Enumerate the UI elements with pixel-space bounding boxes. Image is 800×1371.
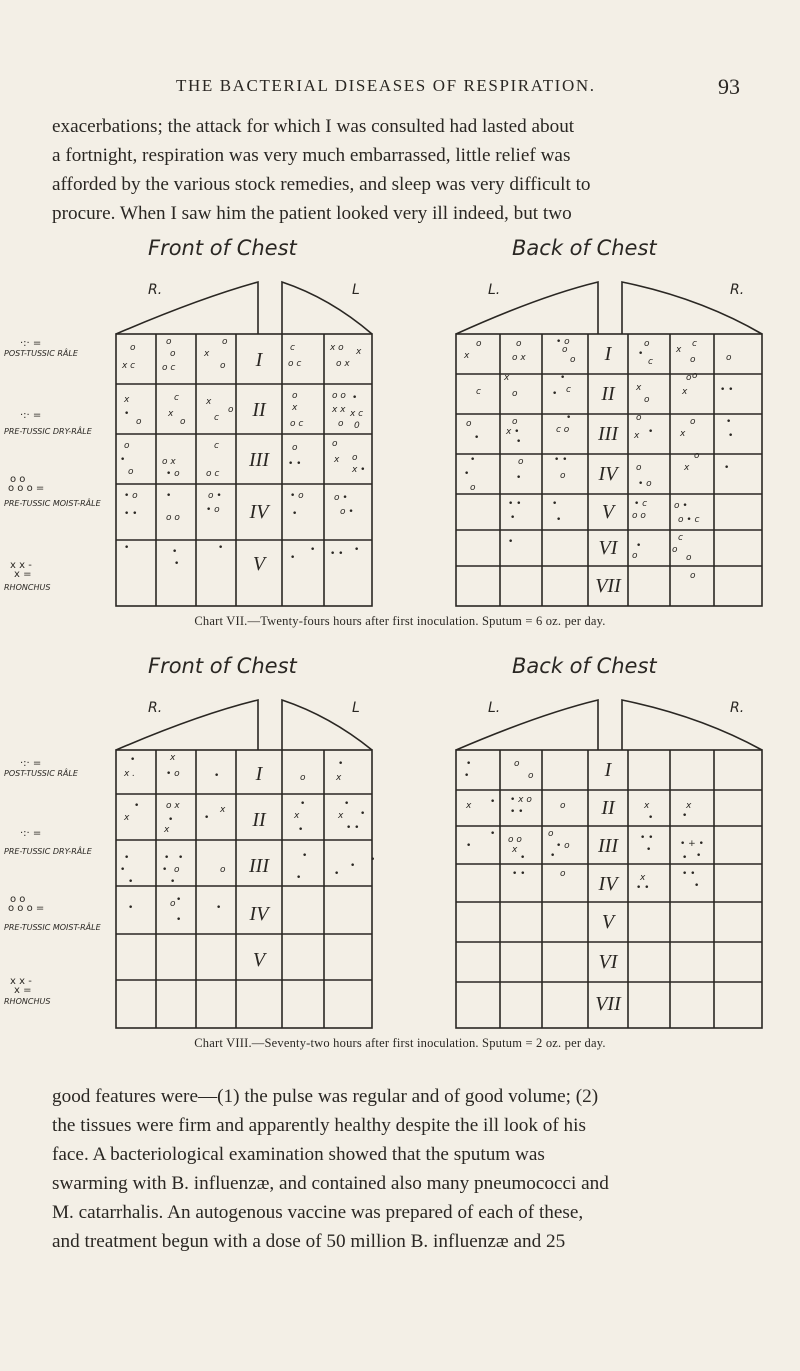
- svg-text:x: x: [170, 753, 176, 763]
- svg-text:• •: • •: [554, 455, 568, 465]
- svg-text:x: x: [636, 383, 642, 393]
- svg-text:x: x: [644, 801, 650, 811]
- svg-text:o o: o o: [332, 391, 346, 401]
- svg-text:x: x: [512, 845, 518, 855]
- svg-text:•: •: [120, 865, 126, 875]
- chart7-diagram: [0, 270, 800, 610]
- svg-text:c: c: [692, 339, 697, 349]
- svg-text:•: •: [296, 873, 302, 883]
- svg-text:x =: x =: [14, 569, 32, 580]
- svg-text:o: o: [292, 391, 298, 401]
- svg-text:• x o: • x o: [510, 795, 532, 805]
- chart7-back-rib-label: VI: [598, 537, 618, 559]
- chart8-front-marks: [120, 753, 375, 925]
- svg-text:o x: o x: [162, 457, 176, 467]
- svg-text:•: •: [552, 389, 558, 399]
- svg-text:o: o: [632, 551, 638, 561]
- paragraph-top: [52, 112, 748, 228]
- svg-text:•: •: [290, 553, 296, 563]
- svg-text:o: o: [170, 899, 176, 909]
- svg-text:• + •: • + •: [680, 839, 704, 849]
- text-line: and treatment begun with a dose of 50 million B. influenzæ and 25: [52, 1231, 566, 1252]
- svg-text:o: o: [228, 405, 234, 415]
- svg-text:x c: x c: [122, 361, 136, 371]
- svg-text:•: •: [120, 455, 126, 465]
- svg-text:x: x: [676, 345, 682, 355]
- svg-text:c: c: [648, 357, 653, 367]
- svg-text:·:· =: ·:· =: [20, 758, 42, 769]
- chart7-front-rib-label: IV: [249, 501, 269, 523]
- svg-text:•: •: [300, 799, 306, 809]
- chart7-front-marks: [120, 337, 366, 569]
- svg-text:• o: • o: [124, 491, 138, 501]
- svg-text:•: •: [164, 853, 170, 863]
- svg-text:0: 0: [354, 421, 360, 431]
- svg-text:•: •: [178, 853, 184, 863]
- svg-text:o: o: [128, 467, 134, 477]
- svg-text:o o o =: o o o =: [8, 483, 45, 494]
- svg-text:•: •: [124, 409, 130, 419]
- svg-text:x: x: [292, 403, 298, 413]
- svg-text:o o: o o: [508, 835, 522, 845]
- svg-text:o: o: [124, 441, 130, 451]
- text-line: exacerbations; the attack for which I was consulted had lasted about: [52, 116, 575, 137]
- svg-text:o c: o c: [290, 419, 304, 429]
- svg-text:•: •: [560, 373, 566, 383]
- svg-text:o: o: [560, 801, 566, 811]
- svg-text:c: c: [214, 441, 219, 451]
- svg-text:• o: • o: [638, 479, 652, 489]
- svg-text:o: o: [636, 463, 642, 473]
- svg-text:• o: • o: [206, 505, 220, 515]
- chart7-back-rib-label: VII: [595, 575, 621, 597]
- text-line: procure. When I saw him the patient looked very ill indeed, but two: [52, 203, 572, 224]
- svg-text:•: •: [464, 469, 470, 479]
- svg-text:o: o: [726, 353, 732, 363]
- svg-text:•: •: [696, 851, 702, 861]
- svg-text:x: x: [686, 801, 692, 811]
- svg-text:• o: • o: [556, 841, 570, 851]
- svg-text:o: o: [690, 355, 696, 365]
- svg-text:•: •: [124, 853, 130, 863]
- svg-text:c: c: [290, 343, 295, 353]
- chart8-back-rib-label: IV: [598, 873, 618, 895]
- svg-text:•: •: [134, 801, 140, 811]
- chart7-front-r-label: R.: [148, 282, 163, 298]
- chart8-back-rib-label: III: [598, 835, 618, 857]
- svg-text:•: •: [338, 759, 344, 769]
- svg-text:•: •: [510, 513, 516, 523]
- svg-text:•: •: [218, 543, 224, 553]
- svg-text:c o: c o: [556, 425, 570, 435]
- svg-text:o: o: [644, 339, 650, 349]
- running-head-title: THE BACTERIAL DISEASES OF RESPIRATION.: [176, 76, 596, 95]
- chart8-back-rib-label: VI: [598, 951, 618, 973]
- svg-text:o: o: [180, 417, 186, 427]
- svg-text:•: •: [128, 903, 134, 913]
- svg-text:•: •: [516, 437, 522, 447]
- svg-text:•: •: [170, 877, 176, 887]
- svg-text:•: •: [550, 851, 556, 861]
- svg-text:o: o: [690, 571, 696, 581]
- svg-text:·:· =: ·:· =: [20, 828, 42, 839]
- svg-text:o x: o x: [166, 801, 180, 811]
- chart7-back-rib-label: IV: [598, 463, 618, 485]
- svg-text:•: •: [464, 771, 470, 781]
- svg-text:o: o: [686, 373, 692, 383]
- svg-text:x: x: [356, 347, 362, 357]
- svg-text:•: •: [370, 855, 376, 865]
- chart8-front-rib-label: III: [249, 855, 269, 877]
- svg-text:c: c: [678, 533, 683, 543]
- svg-text:x: x: [680, 429, 686, 439]
- svg-text:•: •: [490, 797, 496, 807]
- svg-text:o: o: [300, 773, 306, 783]
- svg-text:·:· =: ·:· =: [20, 410, 42, 421]
- chart7-caption: Chart VII.—Twenty-fours hours after first inoculation. Sputum = 6 oz. per day.: [194, 614, 606, 628]
- svg-text:c: c: [174, 393, 179, 403]
- svg-text:• o: • o: [556, 337, 570, 347]
- svg-text:o: o: [166, 337, 172, 347]
- svg-text:•: •: [354, 545, 360, 555]
- chart8-back-rib-label: VII: [595, 993, 621, 1015]
- svg-text:x: x: [124, 813, 130, 823]
- svg-text:•: •: [172, 547, 178, 557]
- legend-symbols: [8, 338, 44, 580]
- svg-text:o: o: [136, 417, 142, 427]
- svg-text:o: o: [516, 339, 522, 349]
- svg-text:o: o: [170, 349, 176, 359]
- svg-text:•: •: [334, 869, 340, 879]
- svg-text:o: o: [512, 417, 518, 427]
- svg-text:o: o: [692, 371, 698, 381]
- svg-text:•: •: [174, 559, 180, 569]
- legend-symbols: [8, 758, 44, 996]
- svg-text:•: •: [726, 417, 732, 427]
- svg-text:x: x: [204, 349, 210, 359]
- svg-text:o c: o c: [162, 363, 176, 373]
- svg-text:o •: o •: [674, 501, 688, 511]
- text-line: good features were—(1) the pulse was regular and of good volume; (2): [52, 1086, 599, 1107]
- svg-text:•: •: [682, 853, 688, 863]
- svg-text:x: x: [220, 805, 226, 815]
- svg-text:o: o: [174, 865, 180, 875]
- svg-text:o o: o o: [10, 474, 26, 485]
- svg-text:o o: o o: [10, 894, 26, 905]
- svg-text:x •: x •: [506, 427, 520, 437]
- chart8-front-l-label: L: [352, 700, 360, 716]
- chart8-back-title: Back of Chest: [512, 654, 657, 678]
- svg-text:o: o: [222, 337, 228, 347]
- svg-text:•: •: [162, 865, 168, 875]
- chart8-back-rib-label: V: [601, 911, 615, 933]
- svg-text:x: x: [338, 811, 344, 821]
- svg-text:o: o: [518, 457, 524, 467]
- svg-text:• •: • •: [720, 385, 734, 395]
- svg-text:o c: o c: [288, 359, 302, 369]
- svg-text:x x -: x x -: [10, 976, 32, 987]
- svg-text:• c: • c: [634, 499, 648, 509]
- svg-text:o: o: [636, 413, 642, 423]
- svg-text:x: x: [164, 825, 170, 835]
- legend-pre-tussic-dry: PRE-TUSSIC DRY-RÂLE: [4, 847, 92, 856]
- legend-rhonchus: RHONCHUS: [4, 997, 51, 1006]
- svg-text:o: o: [220, 361, 226, 371]
- svg-text:•: •: [556, 515, 562, 525]
- text-line: the tissues were firm and apparently healthy despite the ill look of his: [52, 1115, 586, 1136]
- chart8-back-r-label: R.: [730, 700, 745, 716]
- svg-text:•: •: [298, 825, 304, 835]
- svg-text:x: x: [504, 373, 510, 383]
- svg-text:•: •: [490, 829, 496, 839]
- svg-text:x: x: [464, 351, 470, 361]
- chart8-front-rib-label: V: [252, 949, 266, 971]
- legend-pre-tussic-moist: PRE-TUSSIC MOIST-RÂLE: [4, 499, 101, 508]
- svg-text:o: o: [690, 417, 696, 427]
- svg-text:x: x: [634, 431, 640, 441]
- chart8-back-l-label: L.: [488, 700, 501, 716]
- svg-text:o •: o •: [208, 491, 222, 501]
- svg-text:x: x: [206, 397, 212, 407]
- svg-text:•: •: [204, 813, 210, 823]
- chart7-back-l-label: L.: [488, 282, 501, 298]
- svg-text:o: o: [292, 443, 298, 453]
- chart7-front-rib-label: V: [252, 553, 266, 575]
- svg-text:•: •: [516, 473, 522, 483]
- svg-text:o • c: o • c: [678, 515, 700, 525]
- legend-post-tussic: POST-TUSSIC RÂLE: [4, 349, 78, 358]
- svg-text:• •: • •: [640, 833, 654, 843]
- svg-text:• •: • •: [288, 459, 302, 469]
- chart7-back-rib-label: III: [598, 423, 618, 445]
- svg-text:o o: o o: [166, 513, 180, 523]
- svg-text:o: o: [672, 545, 678, 555]
- svg-text:x: x: [640, 873, 646, 883]
- svg-text:• o: • o: [166, 469, 180, 479]
- svg-text:o: o: [512, 389, 518, 399]
- svg-text:x: x: [466, 801, 472, 811]
- svg-text:c: c: [214, 413, 219, 423]
- chart7-front-l-label: L: [352, 282, 360, 298]
- svg-text:o: o: [476, 339, 482, 349]
- page-number: 93: [718, 74, 740, 99]
- text-line: a fortnight, respiration was very much embarrassed, little relief was: [52, 145, 571, 166]
- svg-text:•: •: [352, 393, 358, 403]
- chart7-front-title: Front of Chest: [148, 236, 297, 260]
- text-line: face. A bacteriological examination showed that the sputum was: [52, 1144, 545, 1165]
- svg-text:•: •: [474, 433, 480, 443]
- svg-text:• •: • •: [512, 869, 526, 879]
- svg-text:o: o: [560, 869, 566, 879]
- svg-text:•: •: [350, 861, 356, 871]
- chart8-front-title: Front of Chest: [148, 654, 297, 678]
- svg-text:o: o: [470, 483, 476, 493]
- svg-text:x: x: [684, 463, 690, 473]
- chart7-front-rib-label: II: [252, 399, 266, 421]
- svg-text:•: •: [128, 877, 134, 887]
- svg-text:•: •: [682, 811, 688, 821]
- svg-text:o •: o •: [334, 493, 348, 503]
- svg-text:o: o: [548, 829, 554, 839]
- svg-text:o: o: [560, 471, 566, 481]
- paragraph-bottom: [52, 1082, 748, 1256]
- svg-text:•: •: [470, 455, 476, 465]
- svg-text:c: c: [476, 387, 481, 397]
- svg-text:•: •: [360, 809, 366, 819]
- chart8-back-rib-label: II: [601, 797, 615, 819]
- svg-text:x •: x •: [352, 465, 366, 475]
- running-header: [176, 74, 776, 99]
- svg-text:o: o: [562, 345, 568, 355]
- legend-rhonchus: RHONCHUS: [4, 583, 51, 592]
- svg-text:•: •: [344, 799, 350, 809]
- svg-text:•: •: [214, 771, 220, 781]
- svg-text:o: o: [686, 553, 692, 563]
- svg-text:x: x: [124, 395, 130, 405]
- svg-text:•: •: [694, 881, 700, 891]
- svg-text:•: •: [130, 755, 136, 765]
- svg-text:• o: • o: [290, 491, 304, 501]
- svg-text:•: •: [648, 427, 654, 437]
- svg-text:c: c: [566, 385, 571, 395]
- svg-text:•: •: [124, 543, 130, 553]
- svg-text:o c: o c: [206, 469, 220, 479]
- text-line: afforded by the various stock remedies, and sleep was very difficult to: [52, 174, 591, 195]
- svg-text:•: •: [728, 431, 734, 441]
- svg-text:x .: x .: [124, 769, 136, 779]
- svg-text:•: •: [636, 541, 642, 551]
- svg-text:•: •: [176, 895, 182, 905]
- svg-text:•: •: [566, 413, 572, 423]
- svg-text:•: •: [646, 845, 652, 855]
- svg-text:x =: x =: [14, 985, 32, 996]
- svg-text:• •: • •: [682, 869, 696, 879]
- chart7-back-title: Back of Chest: [512, 236, 657, 260]
- svg-text:•: •: [724, 463, 730, 473]
- svg-text:o •: o •: [340, 507, 354, 517]
- svg-text:• •: • •: [510, 807, 524, 817]
- svg-text:x c: x c: [350, 409, 364, 419]
- svg-text:•: •: [292, 509, 298, 519]
- svg-text:o: o: [644, 395, 650, 405]
- chart8-front-rib-label: II: [252, 809, 266, 831]
- chart7-front-rib-label: I: [255, 349, 263, 371]
- svg-text:x: x: [336, 773, 342, 783]
- svg-text:•: •: [302, 851, 308, 861]
- svg-text:•: •: [176, 915, 182, 925]
- svg-text:x x -: x x -: [10, 560, 32, 571]
- svg-text:• o: • o: [166, 769, 180, 779]
- svg-text:x: x: [294, 811, 300, 821]
- svg-text:•: •: [508, 537, 514, 547]
- svg-text:•: •: [166, 491, 172, 501]
- svg-text:o: o: [570, 355, 576, 365]
- svg-text:o o o =: o o o =: [8, 903, 45, 914]
- svg-text:o x: o x: [336, 359, 350, 369]
- svg-text:o: o: [528, 771, 534, 781]
- svg-text:·:· =: ·:· =: [20, 338, 42, 349]
- svg-text:• •: • •: [330, 549, 344, 559]
- chart8-front-r-label: R.: [148, 700, 163, 716]
- svg-text:x: x: [682, 387, 688, 397]
- svg-text:• •: • •: [508, 499, 522, 509]
- chart8-front-rib-label: IV: [249, 903, 269, 925]
- svg-text:•: •: [520, 853, 526, 863]
- svg-text:• •: • •: [636, 883, 650, 893]
- legend-post-tussic: POST-TUSSIC RÂLE: [4, 769, 78, 778]
- legend-pre-tussic-moist: PRE-TUSSIC MOIST-RÂLE: [4, 923, 101, 932]
- text-line: M. catarrhalis. An autogenous vaccine was prepared of each of these,: [52, 1202, 584, 1223]
- svg-text:x: x: [334, 455, 340, 465]
- chart7-back-rib-label: V: [601, 501, 615, 523]
- legend-pre-tussic-dry: PRE-TUSSIC DRY-RÂLE: [4, 427, 92, 436]
- svg-text:x o: x o: [330, 343, 344, 353]
- svg-text:o: o: [694, 451, 700, 461]
- svg-text:•: •: [310, 545, 316, 555]
- svg-text:•: •: [648, 813, 654, 823]
- svg-text:• •: • •: [124, 509, 138, 519]
- svg-text:o: o: [514, 759, 520, 769]
- svg-text:o: o: [352, 453, 358, 463]
- chart7-back-r-label: R.: [730, 282, 745, 298]
- svg-text:•: •: [466, 841, 472, 851]
- svg-text:x x: x x: [332, 405, 346, 415]
- svg-text:o: o: [332, 439, 338, 449]
- svg-text:•: •: [216, 903, 222, 913]
- svg-text:x: x: [168, 409, 174, 419]
- chart8-caption: Chart VIII.—Seventy-two hours after first inoculation. Sputum = 2 oz. per day.: [194, 1036, 606, 1050]
- chart8-back-rib-label: I: [604, 759, 612, 781]
- svg-text:•: •: [552, 499, 558, 509]
- svg-text:o: o: [220, 865, 226, 875]
- svg-text:o: o: [130, 343, 136, 353]
- svg-text:• •: • •: [346, 823, 360, 833]
- svg-text:o o: o o: [632, 511, 646, 521]
- chart8-diagram: [0, 690, 800, 1030]
- svg-text:o x: o x: [512, 353, 526, 363]
- svg-text:•: •: [168, 815, 174, 825]
- chart7-back-rib-label: I: [604, 343, 612, 365]
- svg-text:o: o: [338, 419, 344, 429]
- svg-text:o: o: [466, 419, 472, 429]
- chart8-front-rib-label: I: [255, 763, 263, 785]
- chart7-back-rib-label: II: [601, 383, 615, 405]
- svg-text:•: •: [638, 349, 644, 359]
- chart7-front-rib-label: III: [249, 449, 269, 471]
- svg-text:•: •: [466, 759, 472, 769]
- text-line: swarming with B. influenzæ, and contained also many pneumococci and: [52, 1173, 609, 1194]
